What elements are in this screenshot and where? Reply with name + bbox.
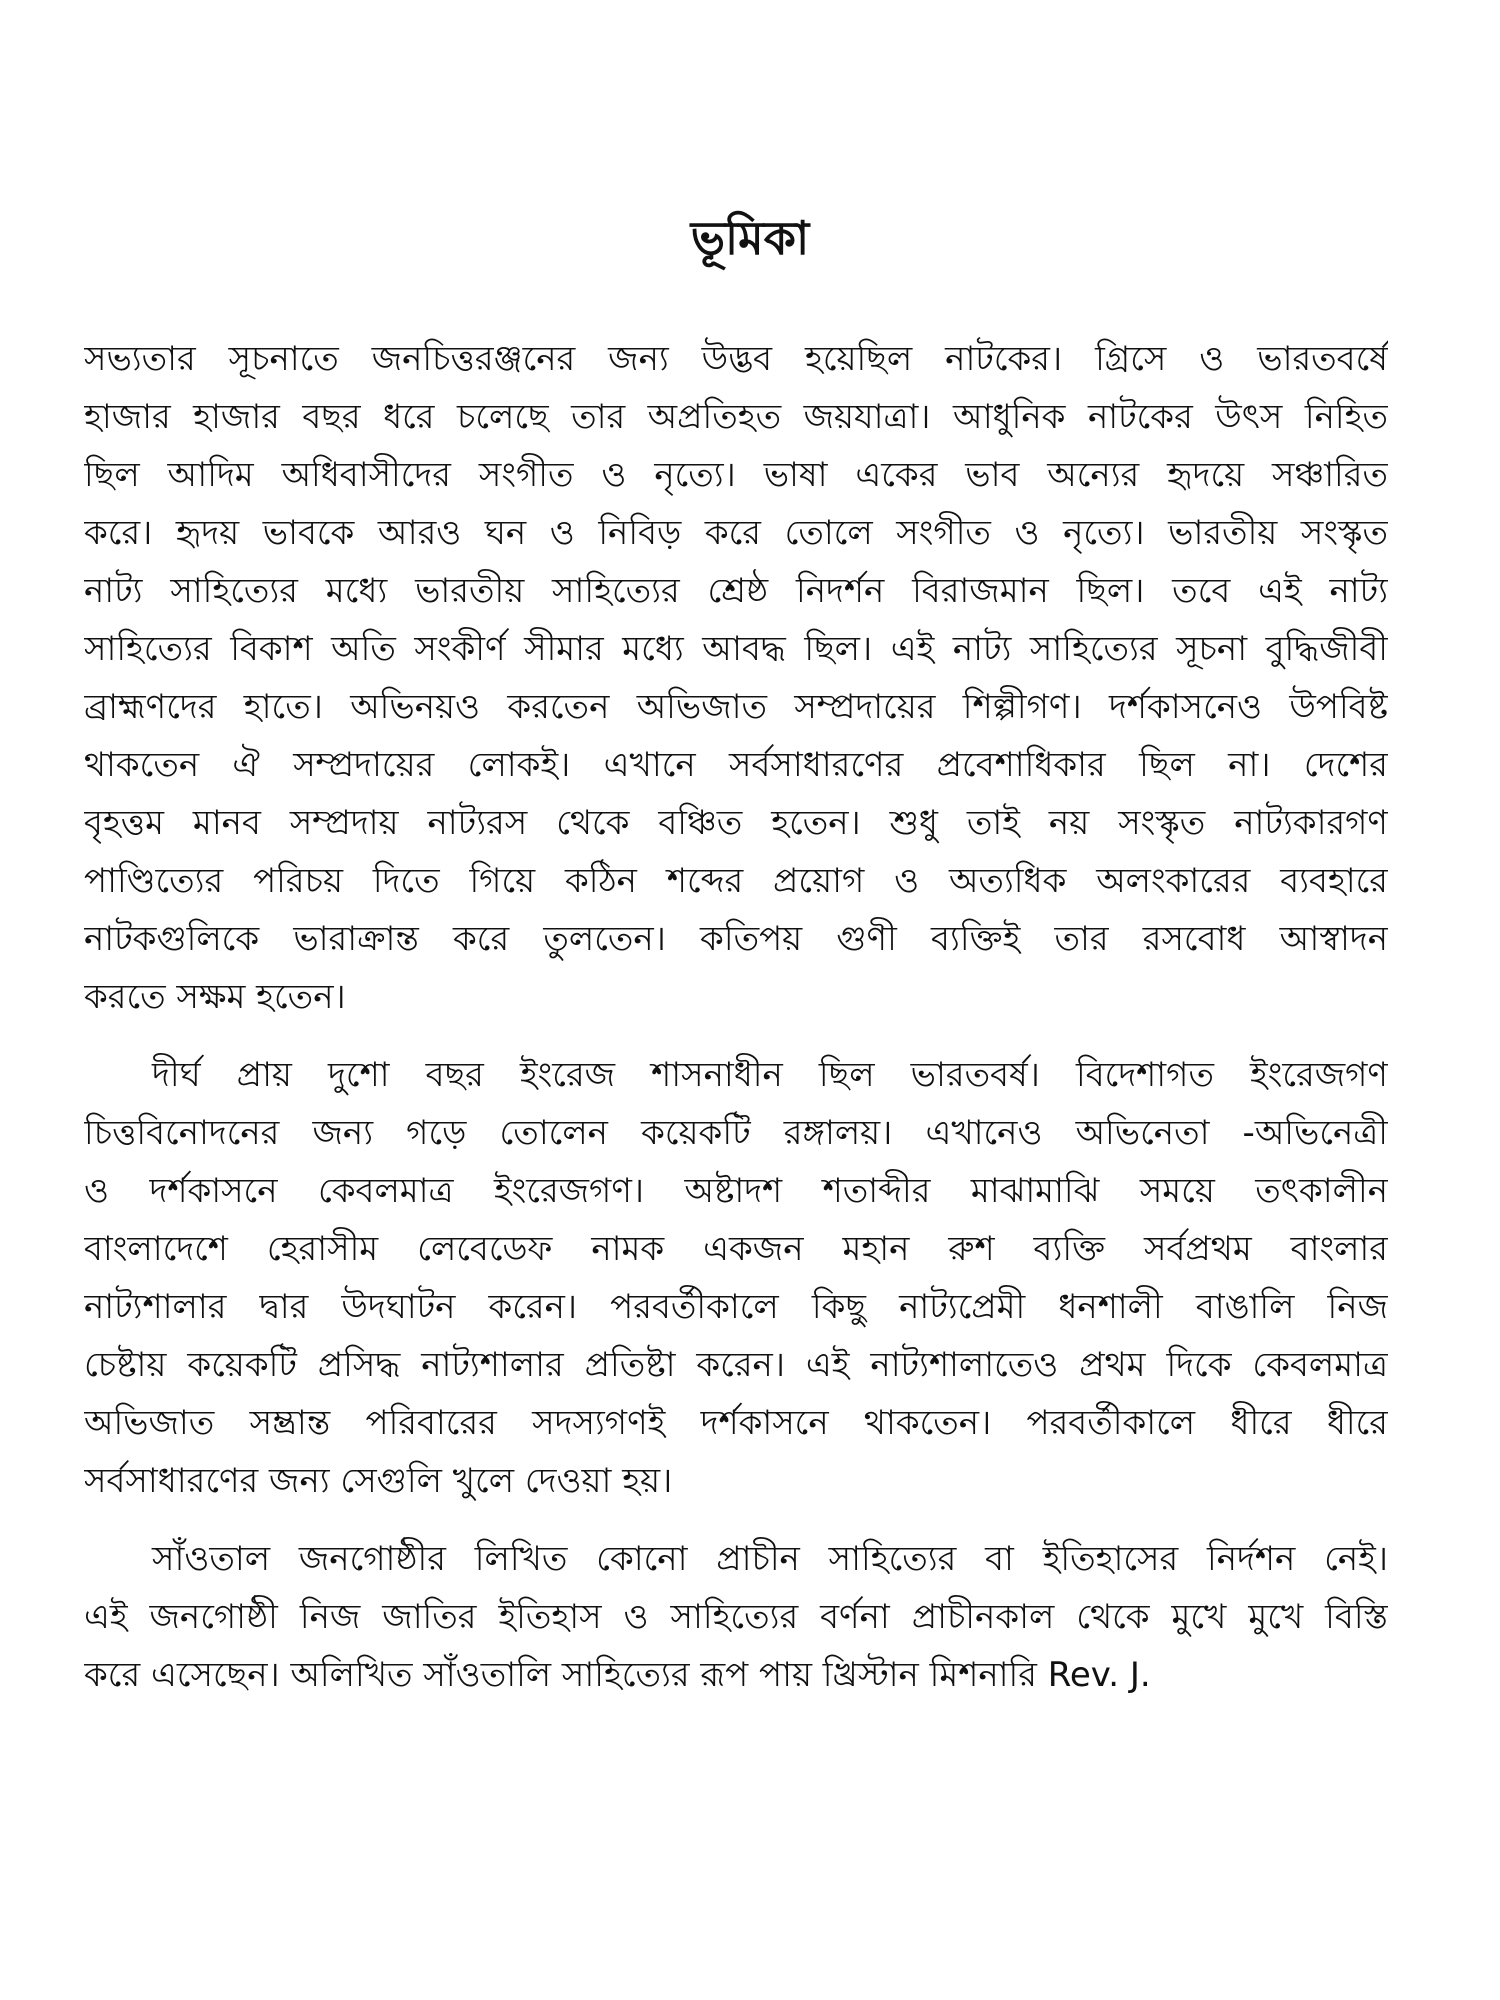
body-text (84, 330, 1388, 1704)
text-line: পাণ্ডিত্যের পরিচয় দিতে গিয়ে কঠিন শব্দের প্রয়োগ ও অত্যধিক অলংকারের ব্যবহারে (84, 861, 1388, 901)
text-line: চেষ্টায় কয়েকটি প্রসিদ্ধ নাট্যশালার প্রতিষ্টা করেন। এই নাট্যশালাতেও প্রথম দিকে কেবলমাত্র (84, 1345, 1388, 1385)
text-line: নাট্যশালার দ্বার উদঘাটন করেন। পরবর্তীকালে কিছু নাট্যপ্রেমী ধনশালী বাঙালি নিজ (84, 1287, 1388, 1327)
text-line: দীর্ঘ প্রায় দুশো বছর ইংরেজ শাসনাধীন ছিল ভারতবর্ষ। বিদেশাগত ইংরেজগণ (152, 1055, 1388, 1095)
text-line: সর্বসাধারণের জন্য সেগুলি খুলে দেওয়া হয়। (84, 1461, 673, 1501)
text-line: ও দর্শকাসনে কেবলমাত্র ইংরেজগণ। অষ্টাদশ শতাব্দীর মাঝামাঝি সময়ে তৎকালীন (84, 1171, 1388, 1211)
page-title: ভূমিকা (690, 211, 810, 265)
text-line: সাঁওতাল জনগোষ্ঠীর লিখিত কোনো প্রাচীন সাহিত্যের বা ইতিহাসের নির্দশন নেই। (152, 1539, 1388, 1579)
text-line: হাজার হাজার বছর ধরে চলেছে তার অপ্রতিহত জয়যাত্রা। আধুনিক নাটকের উৎস নিহিত (84, 397, 1388, 437)
text-line: এই জনগোষ্ঠী নিজ জাতির ইতিহাস ও সাহিত্যের বর্ণনা প্রাচীনকাল থেকে মুখে মুখে বিস্তি (84, 1597, 1388, 1637)
text-line: থাকতেন ঐ সম্প্রদায়ের লোকই। এখানে সর্বসাধারণের প্রবেশাধিকার ছিল না। দেশের (84, 745, 1388, 785)
text-line: করতে সক্ষম হতেন। (84, 977, 346, 1017)
text-line: সাহিত্যের বিকাশ অতি সংকীর্ণ সীমার মধ্যে আবদ্ধ ছিল। এই নাট্য সাহিত্যের সূচনা বুদ্ধিজীবী (84, 629, 1388, 669)
paragraph-2 (84, 1046, 1388, 1510)
text-line: ছিল আদিম অধিবাসীদের সংগীত ও নৃত্যে। ভাষা একের ভাব অন্যের হৃদয়ে সঞ্চারিত (84, 455, 1388, 495)
text-line: ব্রাহ্মণদের হাতে। অভিনয়ও করতেন অভিজাত সম্প্রদায়ের শিল্পীগণ। দর্শকাসনেও উপবিষ্ট (84, 687, 1388, 727)
paragraph-3 (84, 1530, 1388, 1704)
text-line: করে এসেছেন। অলিখিত সাঁওতালি সাহিত্যের রূপ পায় খ্রিস্টান মিশনারি Rev. J. (84, 1655, 1151, 1695)
text-line: নাটকগুলিকে ভারাক্রান্ত করে তুলতেন। কতিপয় গুণী ব্যক্তিই তার রসবোধ আস্বাদন (84, 919, 1388, 959)
text-line: বাংলাদেশে হেরাসীম লেবেডেফ নামক একজন মহান রুশ ব্যক্তি সর্বপ্রথম বাংলার (84, 1229, 1388, 1269)
text-line: চিত্তবিনোদনের জন্য গড়ে তোলেন কয়েকটি রঙ্গালয়। এখানেও অভিনেতা -অভিনেত্রী (84, 1113, 1388, 1153)
text-line: সভ্যতার সূচনাতে জনচিত্তরঞ্জনের জন্য উদ্ভব হয়েছিল নাটকের। গ্রিসে ও ভারতবর্ষে (84, 339, 1388, 379)
text-line: অভিজাত সম্ভ্রান্ত পরিবারের সদস্যগণই দর্শকাসনে থাকতেন। পরবর্তীকালে ধীরে ধীরে (84, 1403, 1388, 1443)
paragraph-1 (84, 330, 1388, 1026)
text-line: করে। হৃদয় ভাবকে আরও ঘন ও নিবিড় করে তোলে সংগীত ও নৃত্যে। ভারতীয় সংস্কৃত (84, 513, 1388, 553)
text-line: নাট্য সাহিত্যের মধ্যে ভারতীয় সাহিত্যের শ্রেষ্ঠ নিদর্শন বিরাজমান ছিল। তবে এই নাট্য (84, 571, 1388, 611)
text-line: বৃহত্তম মানব সম্প্রদায় নাট্যরস থেকে বঞ্চিত হতেন। শুধু তাই নয় সংস্কৃত নাট্যকারগণ (84, 803, 1388, 843)
